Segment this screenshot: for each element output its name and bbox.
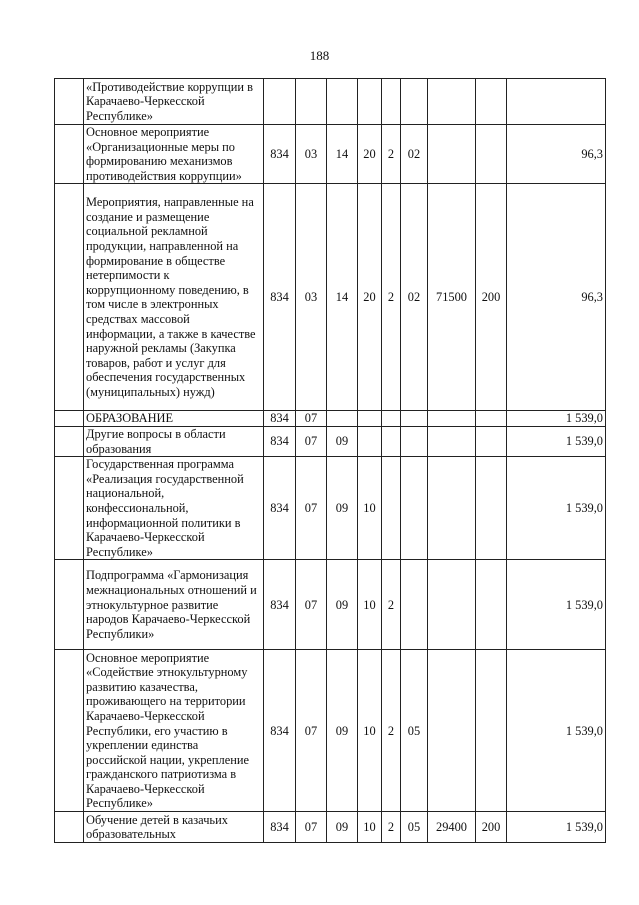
cell-vr (476, 650, 507, 812)
row-margin-cell (55, 812, 84, 843)
cell-rz: 07 (296, 560, 327, 650)
row-margin-cell (55, 426, 84, 456)
cell-pr (327, 411, 358, 427)
cell-ved (264, 79, 296, 125)
row-margin-cell (55, 79, 84, 125)
cell-sum (507, 79, 606, 125)
table-row (55, 411, 606, 427)
cell-rz: 07 (296, 457, 327, 560)
cell-cs4 (428, 79, 476, 125)
cell-sum: 1 539,0 (507, 457, 606, 560)
cell-ved: 834 (264, 184, 296, 411)
table-row (55, 457, 606, 560)
cell-ved: 834 (264, 125, 296, 184)
cell-cs4: 29400 (428, 812, 476, 843)
cell-cs3 (401, 411, 428, 427)
budget-table (54, 78, 606, 843)
cell-pr: 09 (327, 426, 358, 456)
cell-pr: 09 (327, 560, 358, 650)
cell-cs3 (401, 79, 428, 125)
cell-cs3 (401, 457, 428, 560)
cell-cs1: 10 (358, 812, 382, 843)
cell-pr: 09 (327, 812, 358, 843)
cell-cs1 (358, 426, 382, 456)
cell-vr (476, 457, 507, 560)
cell-cs4 (428, 560, 476, 650)
cell-cs2 (382, 411, 401, 427)
cell-name: Основное мероприятие «Содействие этнокультурному развитию казачества, проживающего на территории Карачаево-Черкесской Республики, его участию в укреплении единства российской нации, укрепление гражданского патриотизма в Карачаево-Черкесской Республике» (84, 650, 264, 812)
cell-sum: 1 539,0 (507, 426, 606, 456)
row-margin-cell (55, 650, 84, 812)
cell-sum: 1 539,0 (507, 560, 606, 650)
cell-vr: 200 (476, 812, 507, 843)
cell-rz: 07 (296, 411, 327, 427)
cell-ved: 834 (264, 457, 296, 560)
row-margin-cell (55, 125, 84, 184)
cell-name: ОБРАЗОВАНИЕ (84, 411, 264, 427)
cell-name: Подпрограмма «Гармонизация межнациональных отношений и этнокультурное развитие народов Карачаево-Черкесской Республики» (84, 560, 264, 650)
cell-rz: 03 (296, 184, 327, 411)
cell-rz (296, 79, 327, 125)
cell-rz: 07 (296, 650, 327, 812)
cell-cs3: 05 (401, 812, 428, 843)
table-row (55, 426, 606, 456)
table-row (55, 79, 606, 125)
cell-cs4 (428, 457, 476, 560)
cell-cs3 (401, 426, 428, 456)
table-row (55, 184, 606, 411)
cell-cs2 (382, 457, 401, 560)
table-row (55, 650, 606, 812)
row-margin-cell (55, 411, 84, 427)
cell-cs3: 05 (401, 650, 428, 812)
cell-vr (476, 79, 507, 125)
cell-vr (476, 411, 507, 427)
cell-pr: 09 (327, 650, 358, 812)
cell-name: «Противодействие коррупции в Карачаево-Черкесской Республике» (84, 79, 264, 125)
table-row (55, 560, 606, 650)
page-number: 188 (309, 48, 330, 63)
cell-cs4 (428, 411, 476, 427)
cell-ved: 834 (264, 560, 296, 650)
cell-cs1: 10 (358, 650, 382, 812)
table-row (55, 812, 606, 843)
cell-pr: 14 (327, 184, 358, 411)
cell-sum: 1 539,0 (507, 812, 606, 843)
cell-cs2: 2 (382, 560, 401, 650)
cell-cs3: 02 (401, 125, 428, 184)
cell-pr (327, 79, 358, 125)
cell-cs1 (358, 411, 382, 427)
cell-sum: 1 539,0 (507, 650, 606, 812)
cell-vr (476, 426, 507, 456)
cell-cs2: 2 (382, 184, 401, 411)
cell-cs2: 2 (382, 650, 401, 812)
cell-name: Мероприятия, направленные на создание и размещение социальной рекламной продукции, направленной на формирование в обществе нетерпимости к коррупционному поведению, в том числе в электронных средствах массовой информации, а также в качестве наружной рекламы (Закупка товаров, работ и услуг для обеспечения государственных (муниципальных) нужд) (84, 184, 264, 411)
cell-cs4 (428, 650, 476, 812)
cell-rz: 03 (296, 125, 327, 184)
cell-vr (476, 125, 507, 184)
cell-cs1: 10 (358, 560, 382, 650)
cell-cs1: 20 (358, 125, 382, 184)
cell-pr: 09 (327, 457, 358, 560)
cell-cs3: 02 (401, 184, 428, 411)
cell-vr: 200 (476, 184, 507, 411)
cell-pr: 14 (327, 125, 358, 184)
cell-cs1: 20 (358, 184, 382, 411)
cell-cs2: 2 (382, 812, 401, 843)
cell-cs2: 2 (382, 125, 401, 184)
cell-sum: 96,3 (507, 184, 606, 411)
cell-cs4: 71500 (428, 184, 476, 411)
cell-sum: 1 539,0 (507, 411, 606, 427)
cell-cs1: 10 (358, 457, 382, 560)
cell-ved: 834 (264, 411, 296, 427)
cell-cs1 (358, 79, 382, 125)
row-margin-cell (55, 184, 84, 411)
cell-vr (476, 560, 507, 650)
cell-ved: 834 (264, 650, 296, 812)
cell-ved: 834 (264, 426, 296, 456)
cell-sum: 96,3 (507, 125, 606, 184)
cell-cs4 (428, 125, 476, 184)
cell-name: Другие вопросы в области образования (84, 426, 264, 456)
cell-name: Основное мероприятие «Организационные меры по формированию механизмов противодействия коррупции» (84, 125, 264, 184)
cell-cs4 (428, 426, 476, 456)
cell-ved: 834 (264, 812, 296, 843)
cell-rz: 07 (296, 426, 327, 456)
cell-cs2 (382, 79, 401, 125)
row-margin-cell (55, 560, 84, 650)
cell-cs2 (382, 426, 401, 456)
cell-cs3 (401, 560, 428, 650)
table-row (55, 125, 606, 184)
row-margin-cell (55, 457, 84, 560)
cell-name: Государственная программа «Реализация государственной национальной, конфессиональной, информационной политики в Карачаево-Черкесской Республике» (84, 457, 264, 560)
cell-rz: 07 (296, 812, 327, 843)
cell-name: Обучение детей в казачьих образовательных (84, 812, 264, 843)
